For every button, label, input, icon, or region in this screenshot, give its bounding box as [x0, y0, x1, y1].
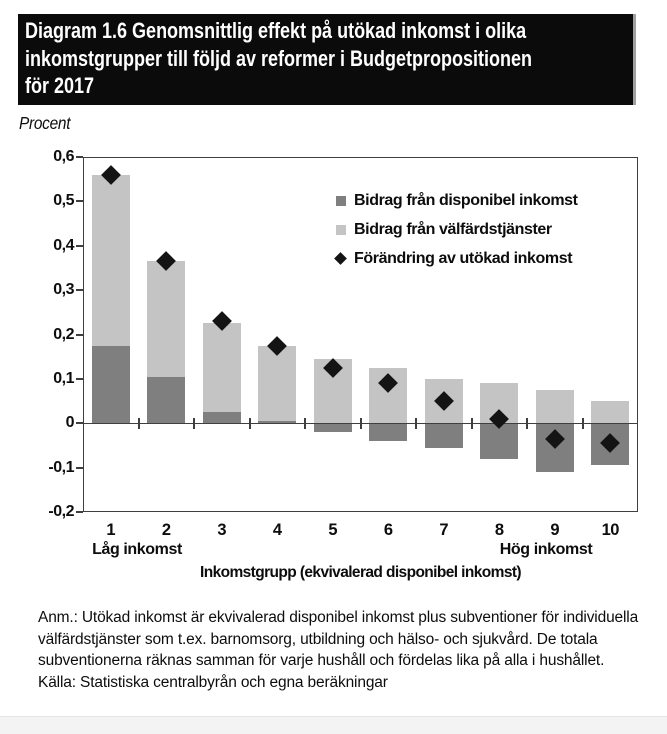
- y-axis-tick-label: -0,1: [48, 458, 74, 476]
- x-tick-label: 5: [328, 521, 338, 539]
- y-axis-tick-label: 0,5: [53, 192, 74, 210]
- y-axis-tick-label: 0,1: [53, 369, 74, 387]
- x-axis-title: Inkomstgrupp (ekvivalerad disponibel inkomst): [200, 564, 521, 581]
- y-axis-tick-label: 0,4: [53, 236, 74, 254]
- footnote-source: Källa: Statistiska centralbyrån och egna beräkningar: [38, 674, 388, 692]
- x-tick-label: 6: [383, 521, 393, 539]
- chart-title-line: inkomstgrupper till följd av reformer i Budgetpropositionen: [25, 45, 533, 71]
- y-axis-unit-label: Procent: [19, 113, 71, 133]
- square-swatch-icon: [336, 225, 346, 235]
- legend-item-disponibel: [336, 186, 578, 215]
- legend-item-valfard: [336, 215, 578, 244]
- y-axis-tick: [76, 156, 83, 158]
- legend-label: Bidrag från disponibel inkomst: [354, 191, 578, 209]
- footnote-note: Anm.: Utökad inkomst är ekvivalerad disponibel inkomst plus subventioner för individuella välfärdstjänster som t.ex. barnomsorg, utbildning och hälso- och sjukvård. De totala subventionerna räknas samman för varje hushåll och fördelas lika på alla i hushållet.: [38, 609, 639, 670]
- legend: [336, 186, 578, 273]
- y-axis-tick-label: 0,3: [53, 281, 74, 299]
- y-axis-tick-label: 0,2: [53, 325, 74, 343]
- y-axis-tick: [76, 200, 83, 202]
- y-axis-tick-label: -0,2: [48, 503, 74, 520]
- diamond-marker-icon: [334, 252, 347, 265]
- x-axis-low-income-label: Låg inkomst: [92, 541, 182, 558]
- y-axis-tick: [76, 289, 83, 291]
- chart-title-line: för 2017: [25, 73, 95, 98]
- y-axis-tick: [76, 378, 83, 380]
- y-axis-tick: [76, 467, 83, 469]
- y-axis-tick-label: 0,6: [53, 148, 74, 165]
- chart-title-line: Diagram 1.6 Genomsnittlig effekt på utökad inkomst i olika: [25, 18, 527, 43]
- y-axis-tick: [76, 422, 83, 424]
- page-bottom-strip: [0, 716, 667, 734]
- legend-label: Bidrag från välfärdstjänster: [354, 220, 552, 238]
- legend-label: Förändring av utökad inkomst: [354, 249, 573, 267]
- x-tick-label: 4: [272, 521, 282, 539]
- y-axis-tick-label: 0: [65, 414, 74, 432]
- x-tick-label: 2: [161, 521, 171, 539]
- y-axis-tick: [76, 334, 83, 336]
- x-tick-label: 1: [106, 521, 116, 539]
- footnote-block: [38, 607, 650, 694]
- square-swatch-icon: [336, 196, 346, 206]
- x-tick-label: 3: [217, 521, 227, 539]
- y-axis-tick: [76, 511, 83, 513]
- x-axis-high-income-label: Hög inkomst: [499, 541, 593, 558]
- x-tick-label: 10: [601, 521, 619, 539]
- x-tick-label: 7: [439, 521, 449, 539]
- x-tick-label: 8: [494, 521, 504, 539]
- y-axis-tick: [76, 245, 83, 247]
- x-tick-label: 9: [550, 521, 560, 539]
- chart-title-box: [18, 14, 633, 105]
- legend-item-forandring: [336, 244, 578, 273]
